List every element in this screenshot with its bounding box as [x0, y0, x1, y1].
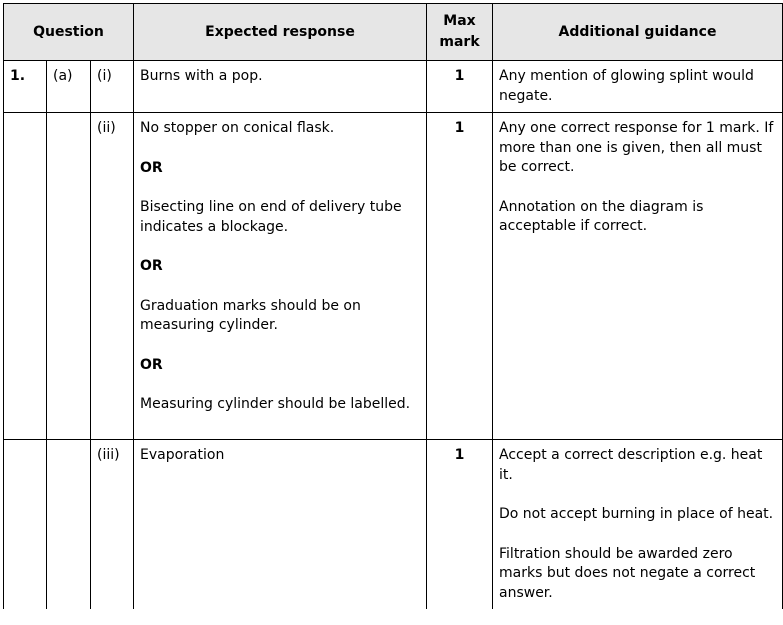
response-line: Evaporation — [140, 447, 225, 463]
header-expected-response: Expected response — [134, 4, 427, 61]
expected-response-cell — [134, 440, 427, 610]
guidance-cell — [493, 61, 783, 113]
header-additional-guidance: Additional guidance — [493, 4, 783, 61]
table-row — [4, 113, 783, 440]
guidance-line: Any mention of glowing splint would negate. — [499, 68, 754, 104]
guidance-line: Annotation on the diagram is acceptable if correct. — [499, 198, 704, 234]
table-row — [4, 61, 783, 113]
guidance-line: Accept a correct description e.g. heat it. — [499, 447, 763, 483]
max-mark-cell: 1 — [427, 61, 493, 113]
response-line: Measuring cylinder should be labelled. — [140, 396, 411, 412]
header-question: Question — [4, 4, 134, 61]
question-subpart: (iii) — [91, 440, 134, 610]
max-mark-cell: 1 — [427, 113, 493, 440]
table-row — [4, 440, 783, 610]
or-separator: OR — [140, 258, 163, 274]
guidance-cell — [493, 113, 783, 440]
marking-scheme-table — [3, 3, 783, 609]
question-subpart: (ii) — [91, 113, 134, 440]
guidance-line: Do not accept burning in place of heat. — [499, 506, 774, 522]
question-number — [4, 113, 47, 440]
guidance-line: Any one correct response for 1 mark. If more than one is given, then all must be correct. — [499, 120, 774, 175]
expected-response-cell — [134, 61, 427, 113]
max-mark-cell: 1 — [427, 440, 493, 610]
response-line: Burns with a pop. — [140, 68, 263, 84]
question-subpart: (i) — [91, 61, 134, 113]
or-separator: OR — [140, 356, 163, 373]
question-part — [47, 440, 91, 610]
response-line: Bisecting line on end of delivery tube indicates a blockage. — [140, 199, 402, 235]
question-part: (a) — [47, 61, 91, 113]
or-separator: OR — [140, 159, 163, 176]
question-number: 1. — [4, 61, 47, 113]
guidance-cell — [493, 440, 783, 610]
header-max-mark: Max mark — [427, 4, 493, 61]
header-row — [4, 4, 783, 61]
expected-response-cell — [134, 113, 427, 440]
guidance-line: Filtration should be awarded zero marks but does not negate a correct answer. — [499, 545, 756, 601]
question-part — [47, 113, 91, 440]
response-line: No stopper on conical flask. — [140, 120, 335, 136]
question-number — [4, 440, 47, 610]
response-line: Graduation marks should be on measuring cylinder. — [140, 297, 361, 333]
